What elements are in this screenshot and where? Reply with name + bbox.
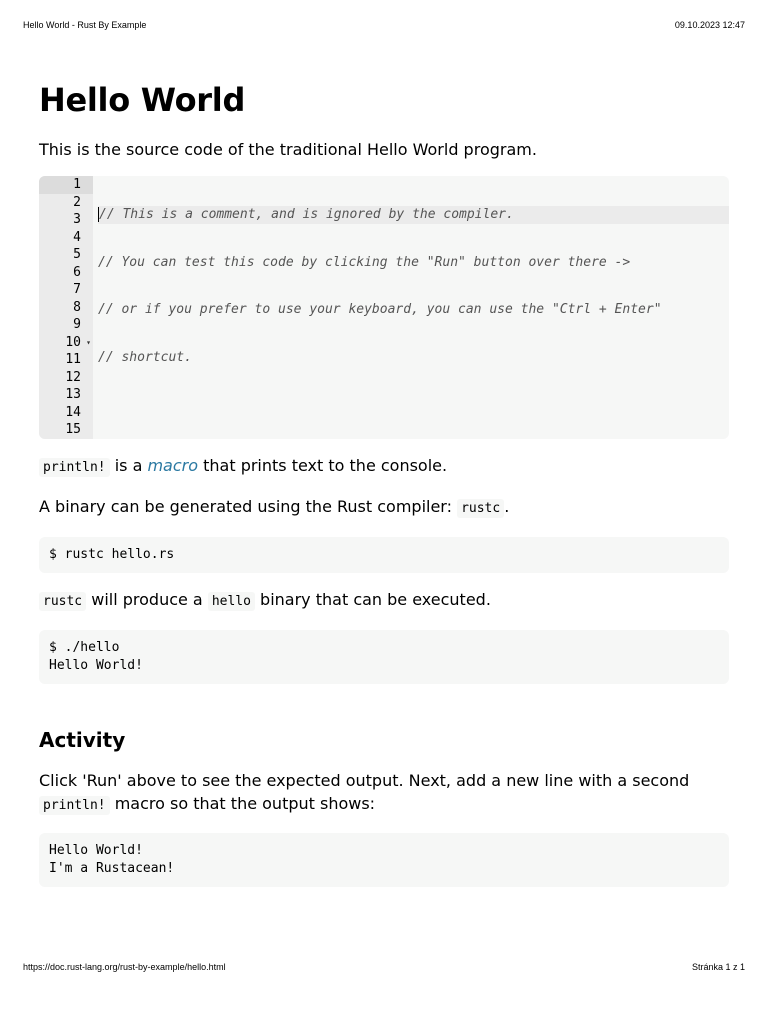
inline-code: println!: [39, 458, 110, 477]
print-header-datetime: 09.10.2023 12:47: [674, 20, 745, 30]
line-number-gutter: [39, 176, 93, 439]
line-number: 15: [65, 422, 81, 437]
main-content: [39, 70, 729, 887]
page-title: Hello World: [39, 81, 246, 119]
code-block-run: $ ./hello Hello World!: [39, 630, 729, 684]
line-number: 13: [65, 387, 81, 402]
intro-paragraph: This is the source code of the traditional Hello World program.: [39, 140, 537, 159]
produce-paragraph: [39, 588, 729, 613]
code-line[interactable]: [98, 206, 729, 224]
line-number: 9: [73, 317, 81, 332]
line-number: 14: [65, 404, 81, 420]
line-number: 8: [73, 299, 81, 315]
inline-code: rustc: [457, 499, 504, 518]
text: Click 'Run' above to see the expected output. Next, add a new line with a second: [39, 771, 690, 790]
code-line[interactable]: [98, 396, 729, 414]
comment: // shortcut.: [98, 349, 192, 365]
macro-paragraph: [39, 454, 729, 479]
code-block-compile: $ rustc hello.rs: [39, 537, 729, 573]
inline-code: hello: [208, 592, 255, 611]
inline-code: rustc: [39, 592, 86, 611]
comment: // You can test this code by clicking the "Run" button over there ->: [98, 254, 631, 270]
print-footer: [23, 962, 745, 972]
line-number: 10: [65, 334, 81, 350]
line-number: 7: [73, 282, 81, 297]
activity-heading: Activity: [39, 728, 126, 752]
activity-paragraph: [39, 769, 729, 817]
text: binary that can be executed.: [254, 590, 491, 609]
inline-code: println!: [39, 796, 110, 815]
fold-arrow-icon[interactable]: ▾: [86, 337, 91, 347]
code-editor[interactable]: [39, 176, 729, 439]
print-footer-url: https://doc.rust-lang.org/rust-by-example/hello.html: [23, 962, 226, 972]
print-header-title: Hello World - Rust By Example: [23, 20, 147, 30]
comment: // This is a comment, and is ignored by the compiler.: [99, 207, 514, 222]
code-area[interactable]: [93, 176, 729, 439]
text: .: [504, 497, 510, 516]
code-line[interactable]: [98, 301, 729, 319]
line-number: 1: [39, 176, 93, 194]
line-number: 3: [73, 212, 81, 227]
line-number: 4: [73, 229, 81, 245]
line-number-with-fold: [39, 334, 93, 352]
compiler-paragraph: [39, 495, 729, 520]
text: that prints text to the console.: [198, 456, 448, 475]
print-footer-page: Stránka 1 z 1: [691, 962, 745, 972]
code-block-expected-output: Hello World! I'm a Rustacean!: [39, 833, 729, 887]
line-number: 6: [73, 264, 81, 280]
comment: // or if you prefer to use your keyboard, you can use the "Ctrl + Enter": [98, 302, 662, 317]
code-line[interactable]: [98, 254, 729, 272]
text: macro so that the output shows:: [109, 794, 376, 813]
print-header: [23, 20, 745, 30]
text: will produce a: [86, 590, 208, 609]
code-line[interactable]: [98, 349, 729, 367]
macro-link[interactable]: macro: [147, 456, 199, 475]
line-number: 12: [65, 369, 81, 385]
text: A binary can be generated using the Rust compiler:: [39, 497, 458, 516]
line-number: 11: [65, 352, 81, 367]
line-number: 5: [73, 247, 81, 262]
text: is a: [109, 456, 148, 475]
line-number: 2: [73, 194, 81, 210]
